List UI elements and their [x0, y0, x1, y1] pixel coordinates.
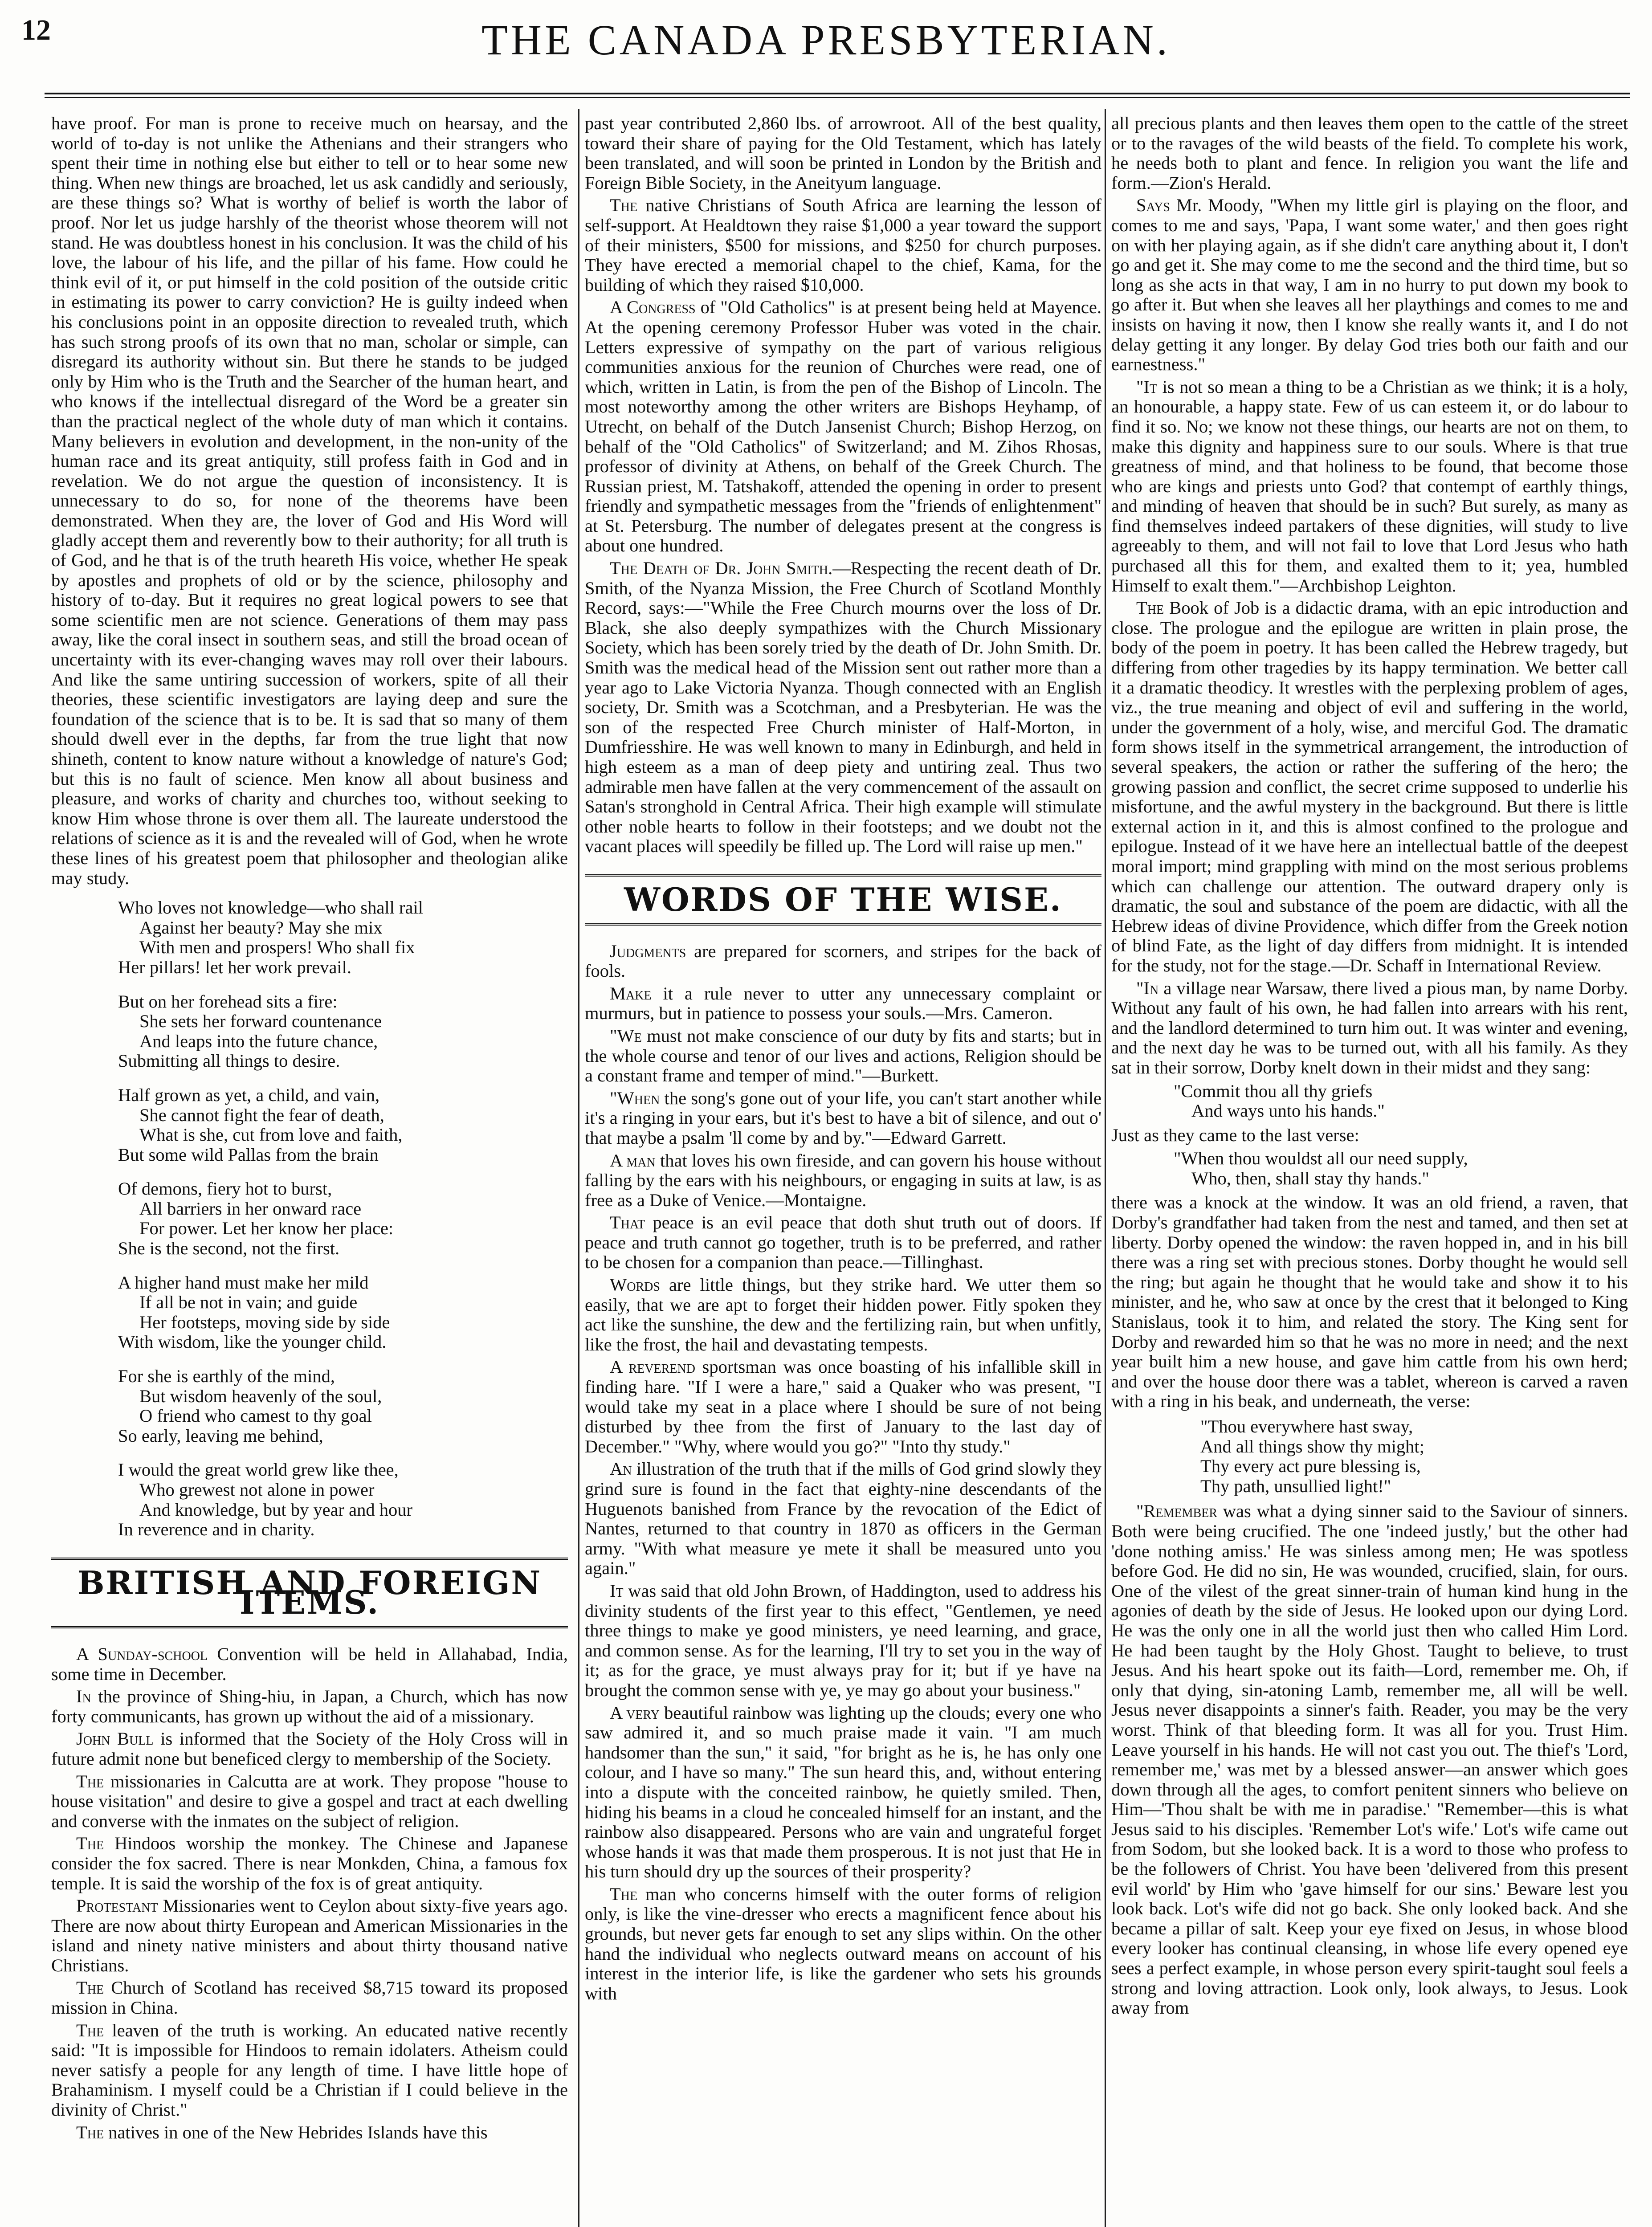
item-text: is informed that the Society of the Holy Cross will in future admit none but beneficed clergy to membership of the Society. — [51, 1729, 568, 1769]
item-text: that loves his own fireside, and can govern his house without falling by the ears with his neighbours, or engaging in suits at law, is as free as a Duke of Venice.—Montaigne. — [585, 1150, 1101, 1210]
news-item — [585, 942, 1101, 981]
news-item — [51, 1978, 568, 2018]
lead-words: "When — [610, 1088, 660, 1108]
lead-words: The Death of Dr. John Smith. — [610, 558, 833, 579]
item-text: natives in one of the New Hebrides Islands have this — [104, 2122, 488, 2142]
tablet-verse — [1200, 1417, 1628, 1496]
item-text: it a rule never to utter any unnecessary complaint or murmurs, but in patience to possess your souls.—Mrs. Cameron. — [585, 983, 1101, 1024]
lead-words: The — [76, 1978, 104, 1998]
poem-line: Her footsteps, moving side by side — [139, 1312, 390, 1332]
poem-line: But wisdom heavenly of the soul, — [139, 1386, 382, 1406]
lead-words: "It — [1136, 376, 1158, 397]
lead-words: Judgments — [610, 941, 686, 961]
news-item — [585, 1151, 1101, 1211]
item-text: Hindoos worship the monkey. The Chinese and Japanese consider the fox sacred. There is near Monkden, China, a famous fox temple. It is said the worship of the fox is of great antiquity. — [51, 1833, 568, 1893]
poem-stanza — [118, 1085, 568, 1165]
lead-words: "We — [610, 1025, 642, 1046]
poem — [118, 898, 568, 1540]
masthead-title: THE CANADA PRESBYTERIAN. — [481, 16, 1171, 64]
lead-words: The — [76, 2122, 104, 2142]
lead-words: "In — [1136, 978, 1159, 998]
lead-words: A man — [610, 1150, 656, 1171]
news-item — [585, 984, 1101, 1024]
poem-line: So early, leaving me behind, — [118, 1425, 323, 1446]
poem-line: A higher hand must make her mild — [118, 1272, 369, 1293]
hymn-line: And ways unto his hands." — [1191, 1101, 1385, 1121]
lead-words: It — [610, 1580, 624, 1601]
saying-paragraph — [1111, 377, 1628, 596]
hymn-line: "When thou wouldst all our need supply, — [1174, 1148, 1468, 1169]
item-text: —Respecting the recent death of Dr. Smith, of the Nyanza Mission, the Free Church of Scotland Monthly Record, says:—"While the Free Church mourns over the loss of Dr. Black, she also deeply sympathizes with the Church Missionary Society, which has been sorely tried by the death of Dr. John Smith. Dr. Smith was the medical head of the Mission sent out rather more than a year ago to Lake Victoria Nyanza. Though connected with an English society, Dr. Smith was a Scotchman, and a Presbyterian. He was the son of the respected Free Church minister of Half-Morton, in Dumfriesshire. He was well known to many in Edinburgh, and held in high esteem as a man of deep piety and untiring zeal. Thus two admirable men have fallen at the very commencement of the assault on Satan's stronghold in Central Africa. Their high example will stimulate other noble hearts to follow in their footsteps; and we doubt not the vacant places will speedily be filled up. The Lord will raise up men." — [585, 558, 1101, 857]
news-item — [585, 1357, 1101, 1456]
item-text: past year contributed 2,860 lbs. of arrowroot. All of the best quality, toward their share of paying for the Old Testament, which has lately been translated, and will soon be printed in London by the British and Foreign Bible Society, in the Aneityum language. — [585, 114, 1101, 193]
column-left — [51, 114, 568, 2142]
news-item — [585, 1275, 1101, 1354]
news-item — [585, 1884, 1101, 2004]
column-middle — [585, 114, 1101, 2003]
poem-stanza — [118, 1179, 568, 1258]
news-item — [585, 1026, 1101, 1086]
news-item — [585, 1703, 1101, 1882]
story-paragraph: there was a knock at the window. It was an old friend, a raven, that Dorby's grandfather had taken from the nest and tamed, and then set at liberty. Dorby opened the window: the raven hopped in, and in his bill there was a ring set with precious stones. Dorby thought he would sell the ring; but again he thought that he would take and show it to his minister, and he, who saw at once by the crest that it belonged to King Stanislaus, took it to him, and related the story. The King sent for Dorby and rewarded him so that he was no more in need; and the next year built him a new house, and gave him cattle from his own herd; and over the house door there was a tablet, whereon is carved a raven with a ring in his beak, and underneath, the verse: — [1111, 1192, 1628, 1411]
item-text: must not make conscience of our duty by fits and starts; but in the whole course and tenor of our lives and actions, Religion should be a constant frame and temper of mind."—Burkett. — [585, 1025, 1101, 1086]
lead-words: "Remember — [1136, 1501, 1218, 1521]
lead-words: An — [610, 1459, 632, 1479]
lead-words: A Sunday-school — [76, 1644, 208, 1664]
poem-line: All barriers in her onward race — [139, 1198, 362, 1219]
lead-words: Says — [1136, 195, 1170, 216]
poem-line: Submitting all things to desire. — [118, 1051, 340, 1071]
item-text: beautiful rainbow was lighting up the clouds; every one who saw admired it, and so much praise made it vain. "I am much handsomer than the sun," it said, "for bright as he is, he has only one colour, and I have so many." The sun heard this, and, without entering into a dispute with the conceited rainbow, he quietly smiled. Then, hiding his beams in a cloud he concealed himself for an instant, and the rainbow also disappeared. Persons who are vain and ungrateful forget whose hands it was that made them prosperous. It is not just that He in his turn should dry up the sources of their prosperity? — [585, 1702, 1101, 1882]
poem-stanza — [118, 1273, 568, 1352]
column-divider — [1105, 109, 1106, 2227]
saying-text: Mr. Moody, "When my little girl is playing on the floor, and comes to me and says, 'Papa, I want some water,' and then goes right on with her playing again, as if she didn't care anything about it, I don't go and get it. She may come to me the second and the third time, but so long as she acts in that way, I am in no hurry to put down my book to go after it. But when she leaves all her playthings and comes to me and insists on having it now, then I know she really wants it, and I do not delay getting it any longer. By delay God tries both our faith and our earnestness." — [1111, 195, 1628, 375]
poem-line: Of demons, fiery hot to burst, — [118, 1179, 332, 1199]
poem-line: What is she, cut from love and faith, — [139, 1125, 403, 1145]
item-text: peace is an evil peace that doth shut truth out of doors. If peace and truth cannot go together, truth is to be preferred, and rather to be chosen for a companion than peace.—Tillinghast. — [585, 1212, 1101, 1273]
lead-words: Make — [610, 983, 652, 1003]
poem-line: For she is earthly of the mind, — [118, 1366, 335, 1387]
news-item — [585, 114, 1101, 193]
news-item — [585, 559, 1101, 857]
item-text: the province of Shing-hiu, in Japan, a Church, which has now forty communicants, has grown up without the aid of a missionary. — [51, 1686, 568, 1726]
saying-text: was what a dying sinner said to the Saviour of sinners. Both were being crucified. The one 'indeed justly,' but the other had 'done nothing amiss.' He was sinless among men; He was spotless before God. He did no sin, He was wounded, crucified, slain, for ours. One of the vilest of the great sinner-train of human kind hung in the agonies of death by the side of Jesus. He looked upon our dying Lord. He was the only one in all the world just then who called Him Lord. He had been taught by the Holy Ghost. Taught to believe, to trust Jesus. And his heart spoke out its faith—Lord, remember me. Oh, if only that dying, sin-atoning Lamb, remember me, all will be well. Jesus never disappoints a sinner's faith. Reader, you may be the very worst. Think of that bleeding form. It was all for you. Trust Him. Leave yourself in his hands. He will not cast you out. The thief's 'Lord, remember me,' was met by a blessed answer—an answer which goes down through all the ages, to comfort penitent sinners who believe on Him—'Thou shalt be with me in paradise.' "Remember—this is what Jesus said to his disciples. 'Remember Lot's wife.' Lot's wife came out from Sodom, but she looked back. It is a word to those who profess to be the followers of Christ. You have been 'delivered from this present evil world' by Him who 'gave himself for our sins.' Beware lest you look back. Lot's wife did not go back. She only looked back. And she became a pillar of salt. Keep your eye fixed on Jesus, in whose blood every looker has continual cleansing, in whose life every opened eye sees a perfect example, in whose person every spirit-taught soul feels a strong and loving attraction. Look only, look always, to Jesus. Look away from — [1111, 1501, 1628, 2018]
news-item — [585, 1089, 1101, 1148]
story-paragraph: Just as they came to the last verse: — [1111, 1125, 1359, 1145]
lead-words: A Congress — [610, 297, 696, 318]
poem-line: She is the second, not the first. — [118, 1238, 340, 1259]
hymn-line: "Commit thou all thy griefs — [1174, 1081, 1373, 1101]
poem-line: Against her beauty? May she mix — [139, 917, 383, 938]
poem-line: In reverence and in charity. — [118, 1519, 315, 1540]
news-item — [51, 1644, 568, 1684]
section-heading-words-of-the-wise: WORDS OF THE WISE. — [585, 874, 1101, 926]
item-text: sportsman was once boasting of his infallible skill in finding hare. "If I were a hare," said a Quaker who was present, "I would take my seat in a place where I should be sure of not being disturbed by thee from the first of January to the last day of December." "Why, where would you go?" "Into thy study." — [585, 1357, 1101, 1456]
page-number: 12 — [21, 14, 51, 46]
section-heading-british-foreign-items: BRITISH AND FOREIGN ITEMS. — [51, 1558, 568, 1628]
news-items-continued — [585, 114, 1101, 857]
news-item — [585, 1581, 1101, 1701]
lead-words: The — [76, 1771, 104, 1791]
item-text: man who concerns himself with the outer forms of religion only, is like the vine-dresser who erects a magnificent fence about his grounds, but never gets far enough to set any slips within. On the other hand the individual who neglects outward means on account of his interest in the interior life, is like the gardener who sets his grounds with — [585, 1884, 1101, 2003]
lead-words: In — [76, 1686, 91, 1707]
poem-stanza — [118, 992, 568, 1071]
poem-line: And knowledge, but by year and hour — [139, 1499, 412, 1520]
lead-words: Protestant — [76, 1896, 158, 1916]
item-text: illustration of the truth that if the mills of God grind slowly they grind sure is found in the fact that eighty-nine descendants of the Huguenots banished from France by the revocation of the Edict of Nantes, returned to that country in 1870 as officers in the German army. "With what measure ye mete it shall be measured unto you again." — [585, 1459, 1101, 1578]
news-item — [51, 1896, 568, 1975]
masthead-rule-thin — [45, 97, 1630, 98]
poem-line: If all be not in vain; and guide — [139, 1292, 358, 1313]
poem-line: O friend who camest to thy goal — [139, 1406, 372, 1426]
item-text: of "Old Catholics" is at present being held at Mayence. At the opening ceremony Professor Huber was voted in the chair. Letters expressive of sympathy on the part of various religious communities anxious for the reunion of Churches were read, one of which, written in Latin, is from the pen of the Bishop of Lincoln. The most noteworthy among the other writers are Bishops Heyhamp, of Utrecht, on behalf of the Dutch Jansenist Church; Bishop Herzog, on behalf of the "Old Catholics" of Switzerland; and M. Zihos Rhosas, professor of divinity at Athens, on behalf of the Greek Church. The Russian priest, M. Tatshakoff, attended the opening in order to present friendly and sympathetic messages from the "friends of enlightenment" at St. Petersburg. The number of delegates present at the congress is about one hundred. — [585, 297, 1101, 556]
news-item — [585, 196, 1101, 295]
news-item — [585, 1213, 1101, 1273]
poem-line: But on her forehead sits a fire: — [118, 991, 338, 1012]
lead-words: That — [610, 1212, 645, 1233]
wise-sayings — [585, 942, 1101, 2004]
poem-line: And leaps into the future chance, — [139, 1031, 378, 1051]
saying-paragraph — [1111, 1501, 1628, 2018]
item-text: are little things, but they strike hard. We utter them so easily, that we are apt to forget their hidden power. Fitly spoken they act like the sunshine, the dew and the fertilizing rain, but when unfitly, like the frost, the hail and devastating tempests. — [585, 1275, 1101, 1354]
item-text: Convention will be held in Allahabad, India, some time in December. — [51, 1644, 568, 1684]
news-items — [51, 1644, 568, 2142]
item-text: are prepared for scorners, and stripes for the back of fools. — [585, 941, 1101, 981]
poem-line: Her pillars! let her work prevail. — [118, 957, 352, 977]
lead-words: A reverend — [610, 1357, 695, 1377]
poem-line: Half grown as yet, a child, and vain, — [118, 1085, 380, 1105]
story-paragraph — [1111, 979, 1628, 1078]
news-item — [51, 1729, 568, 1769]
item-text: leaven of the truth is working. An educated native recently said: "It is impossible for Hindoos to remain idolaters. Atheism could never satisfy a people for any length of time. I have little hope of Brahaminism. I myself could be a Christian if I could believe in the divinity of Christ." — [51, 2020, 568, 2120]
poem-line: Who loves not knowledge—who shall rail — [118, 897, 423, 918]
item-text: missionaries in Calcutta are at work. They propose "house to house visitation" and desire to give a gospel and tract at each dwelling and converse with the inmates on the subject of religion. — [51, 1771, 568, 1831]
poem-line: Who grewest not alone in power — [139, 1480, 375, 1500]
lead-words: John Bull — [76, 1729, 154, 1749]
saying-text: is not so mean a thing to be a Christian as we think; it is a holy, an honourable, a happy state. Few of us can esteem it, or do labour to find it so. No; we know not these things, our hearts are not on them, to make this dignity and happiness sure to our souls. Where is that true greatness of mind, and that holiness to be found, that become those who are kings and priests unto God? that contempt of earthly things, and minding of heaven that should be in such? But surely, as many as find themselves indeed partakers of these dignities, will study to live agreeably to them, and will not fail to love that Lord Jesus who hath purchased all this for them, and exalted them to it; yea, humbled Himself to exalt them."—Archbishop Leighton. — [1111, 376, 1628, 595]
news-item — [51, 2123, 568, 2143]
saying-paragraph — [1111, 196, 1628, 374]
item-text: was said that old John Brown, of Haddington, used to address his divinity students of the first year to this effect, "Gentlemen, ye need three things to make ye good ministers, ye need learning, and grace, and common sense. As for the learning, I'll try to set you in the way of it; as for the grace, ye must always pray for it; but if ye have na brought the common sense with ye, ye may go about your business." — [585, 1580, 1101, 1700]
poem-stanza — [118, 1460, 568, 1539]
news-item — [51, 1772, 568, 1831]
lead-words: A very — [610, 1702, 660, 1723]
lead-words: The — [1136, 598, 1164, 618]
essay-paragraph: have proof. For man is prone to receive much on hearsay, and the world of to-day is not unlike the Athenians and their strangers who spent their time in nothing else but either to tell or to hear some new thing. When new things are broached, let us ask candidly and seriously, are these things so? What is worthy of belief is worth the labor of proof. Nor let us judge harshly of the theorist whose theorem will not stand. He was doubtless honest in his conclusion. It was the child of his love, the labour of his life, and the pillar of his fame. How could he think evil of it, or put himself in the cold position of the outside critic in estimating its power to carry conviction? He is guilty indeed when his conclusions point in an opposite direction to revealed truth, which has such strong proofs of its own that no man, scholar or simple, can disregard its authority without sin. But there he stands to be judged only by Him who is the Truth and the Searcher of the human heart, and who knows if the intellectual disregard of the Word be a greater sin than the practical neglect of the whole duty of man which it contains. Many believers in evolution and development, in the non-unity of the human race and its great antiquity, still profess faith in God and in revelation. We do not argue the question of inconsistency. It is unnecessary to do so, for none of the theorems have been demonstrated. When they are, the lover of God and His Word will gladly accept them and reverently bow to their authority; for all truth is of God, and he that is of the truth heareth His voice, whether He speak by apostles and prophets of old or by the science, philosophy and history of to-day. But it requires no great logical powers to see that some scientific men are not science. Generations of them may pass away, like the coral insect in southern seas, and still the broad ocean of uncertainty with its ever-changing waves may roll over their labours. And like the same untiring succession of workers, spite of all their theories, these scientific investigators are laying deep and sure the foundation of the science that is to be. It is sad that so many of them should dwell ever in the depths, far from the true light that now shineth, content to know nature without a knowledge of nature's God; but this is no fault of science. Men know all about business and pleasure, and works of charity and churches too, without seeking to know Him whose throne is over them all. The laureate understood the relations of science as it is and the revealed will of God, when he wrote these lines of his greatest poem that philosopher and theologian alike may study. — [51, 114, 568, 888]
poem-line: For power. Let her know her place: — [139, 1218, 394, 1239]
item-text: Church of Scotland has received $8,715 toward its proposed mission in China. — [51, 1978, 568, 2018]
poem-line: She sets her forward countenance — [139, 1011, 382, 1032]
news-item — [585, 1459, 1101, 1578]
saying-text: Book of Job is a didactic drama, with an epic introduction and close. The prologue and the epilogue are written in plain prose, the body of the poem in poetry. It has been called the Hebrew tragedy, but differing from other tragedies by its happy termination. We better call it a dramatic theodicy. It wrestles with the perplexing problem of ages, viz., the true meaning and object of evil and suffering in the world, under the government of a holy, wise, and merciful God. The dramatic form shows itself in the symmetrical arrangement, the introduction of several speakers, the action or rather the suffering of the hero; the growing passion and conflict, the secret crime supposed to underlie his misfortune, and the awful mystery in the background. But there is little external action in it, and this is almost confined to the prologue and epilogue. Instead of it we have here an intellectual battle of the deepest moral import; mind grappling with mind on the most serious problems which can challenge our attention. The outward drapery only is dramatic, the soul and substance of the poem are didactic, with all the Hebrew ideas of divine Providence, which differ from the Greek notion of blind Fate, as the light of day differs from midnight. It is intended for the study, not for the stage.—Dr. Schaff in International Review. — [1111, 598, 1628, 975]
verse-line: And all things show thy might; — [1200, 1436, 1424, 1456]
poem-line: But some wild Pallas from the brain — [118, 1144, 379, 1165]
news-item — [51, 2021, 568, 2120]
column-right — [1111, 114, 1628, 2018]
item-text: the song's gone out of your life, you can't start another while it's a ringing in your ears, but it's best to have a bit of silence, and out o' that maybe a psalm 'll come by and by."—Edward Garrett. — [585, 1088, 1101, 1148]
poem-stanza — [118, 898, 568, 977]
lead-words: The — [76, 1833, 104, 1854]
news-item — [585, 298, 1101, 556]
poem-line: I would the great world grew like thee, — [118, 1460, 399, 1480]
story-text: a village near Warsaw, there lived a pious man, by name Dorby. Without any fault of his own, he had fallen into arrears with his rent, and the landlord determined to turn him out. It was winter and evening, and the next day he was to be turned out, with all his family. As they sat in their sorrow, Dorby knelt down in their midst and they sang: — [1111, 978, 1628, 1077]
lead-words: The — [610, 195, 638, 216]
masthead-rule — [45, 93, 1630, 94]
verse-line: Thy path, unsullied light!" — [1200, 1476, 1391, 1496]
verse-line: "Thou everywhere hast sway, — [1200, 1416, 1413, 1436]
item-text: native Christians of South Africa are learning the lesson of self-support. At Healdtown they raise $1,000 a year toward the support of their ministers, $500 for missions, and $250 for church purposes. They have erected a memorial chapel to the chief, Kama, for the building of which they raised $10,000. — [585, 195, 1101, 295]
column-divider — [578, 109, 579, 2227]
saying-paragraph: all precious plants and then leaves them open to the cattle of the street or to the ravages of the wild beasts of the field. To complete his work, he needs both to plant and fence. In religion you want the life and form.—Zion's Herald. — [1111, 114, 1628, 193]
poem-line: She cannot fight the fear of death, — [139, 1105, 384, 1125]
lead-words: The — [76, 2020, 104, 2040]
hymn-quote — [1174, 1081, 1628, 1121]
hymn-line: Who, then, shall stay thy hands." — [1191, 1168, 1429, 1188]
poem-stanza — [118, 1366, 568, 1446]
saying-paragraph — [1111, 598, 1628, 975]
hymn-quote — [1174, 1149, 1628, 1188]
news-item — [51, 1687, 568, 1726]
poem-line: With wisdom, like the younger child. — [118, 1332, 387, 1352]
lead-words: Words — [610, 1275, 660, 1295]
item-text: Missionaries went to Ceylon about sixty-five years ago. There are now about thirty European and American Missionaries in the island and ninety native ministers and about thirty thousand native Christians. — [51, 1896, 568, 1975]
poem-line: With men and prospers! Who shall fix — [139, 937, 415, 958]
news-item — [51, 1834, 568, 1893]
lead-words: The — [610, 1884, 638, 1904]
verse-line: Thy every act pure blessing is, — [1200, 1456, 1421, 1477]
